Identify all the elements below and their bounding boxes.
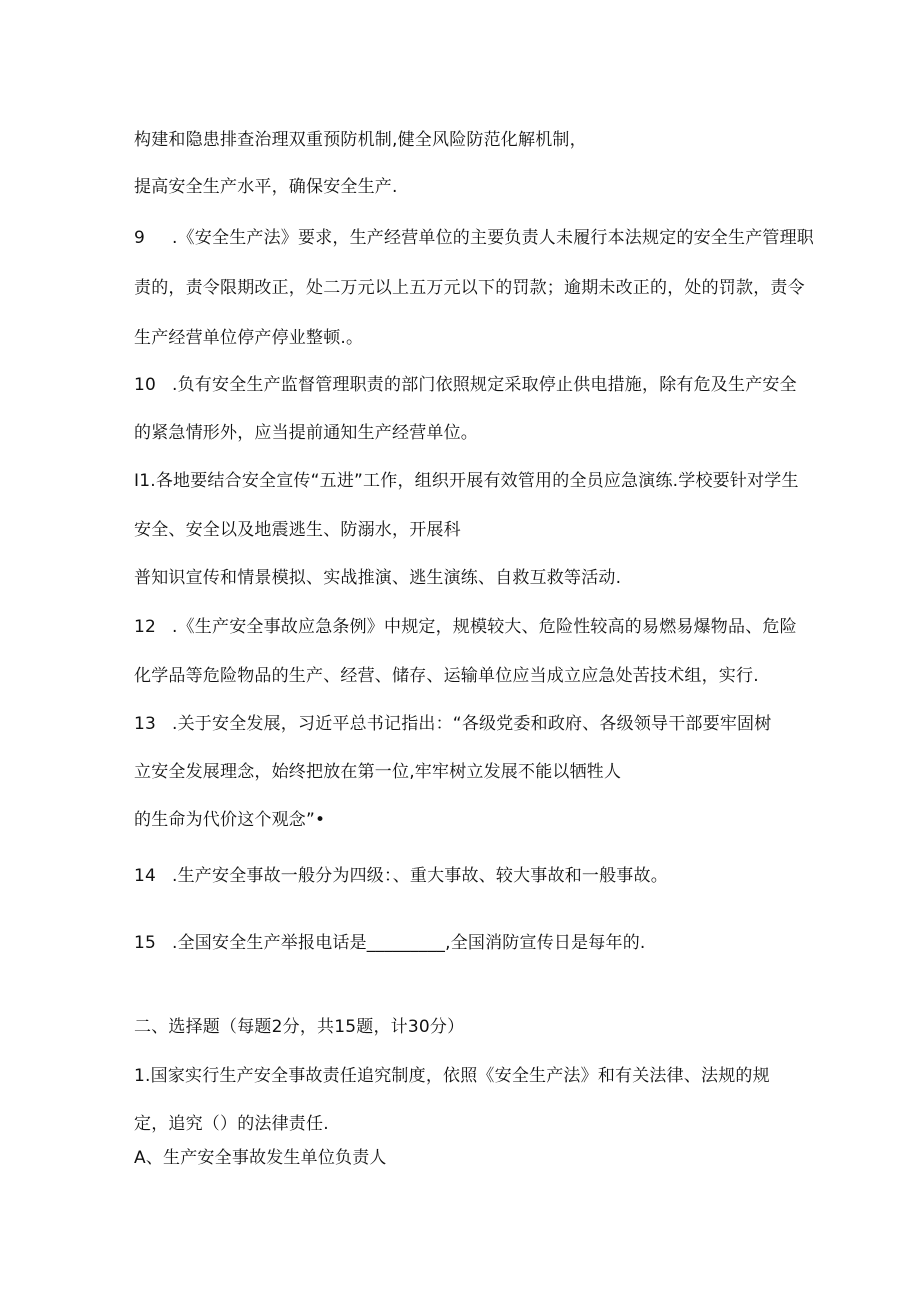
question-13-line [134,712,771,736]
line-text: 生产安全事故一般分为四级：、重大事故、较大事故和一般事故。 [177,866,668,886]
question-dot: . [172,617,178,637]
text-line [134,1112,329,1136]
text-line [134,760,621,784]
text-line [134,326,363,350]
question-number: 15 [134,933,157,953]
text-line [134,128,587,152]
question-10-line [134,373,797,397]
line-text: 安全、安全以及地震逃生、防溺水，开展科 [134,520,461,540]
text-line [134,421,478,445]
line-text: 构建和隐患排查治理双重预防机制,健全风险防范化解机制， [134,130,587,150]
line-text: A、生产安全事故发生单位负责人 [134,1148,387,1168]
question-number: 14 [134,866,157,886]
section-heading [134,1015,464,1039]
line-text: 的生命为代价这个观念”• [134,810,326,830]
text-line [134,175,398,199]
question-11-line [134,469,799,493]
answer-option-a [134,1146,387,1170]
text-line [134,808,325,832]
question-14-line [134,864,668,888]
line-text: 化学品等危险物品的生产、经营、储存、运输单位应当成立应急处苦技术组，实行. [134,666,759,686]
question-9-line [134,226,814,250]
question-dot: . [172,375,178,395]
line-text: 生产经营单位停产停业整顿.。 [134,328,364,348]
line-text: 的紧急情形外，应当提前通知生产经营单位。 [134,423,478,443]
choice-question-1-line [134,1064,770,1088]
line-text: 负有安全生产监督管理职责的部门依照规定采取停止供电措施，除有危及生产安全 [177,375,797,395]
question-15-line [134,931,646,955]
line-text: 《生产安全事故应急条例》中规定，规模较大、危险性较高的易燃易爆物品、危险 [177,617,797,637]
line-text: 提高安全生产水平，确保安全生产. [134,177,398,197]
question-number: 10 [134,375,157,395]
question-dot: . [172,933,178,953]
line-text: 二、选择题（每题2分，共15题，计30分） [134,1017,465,1037]
line-text: 立安全发展理念，始终把放在第一位,牢牢树立发展不能以牺牲人 [134,762,622,782]
line-text: 定，追究（）的法律责任. [134,1114,329,1134]
question-number: 9 [134,228,146,248]
text-line [134,566,621,590]
question-number: 12 [134,617,157,637]
line-text: 1.国家实行生产安全事故责任追究制度，依照《安全生产法》和有关法律、法规的规 [134,1066,770,1086]
question-number: 13 [134,714,157,734]
text-line [134,276,805,300]
question-dot: . [172,228,178,248]
line-text: 全国安全生产举报电话是_________,全国消防宣传日是每年的. [177,933,646,953]
text-line [134,664,759,688]
text-line [134,518,461,542]
line-text: I1.各地要结合安全宣传“五进”工作，组织开展有效管用的全员应急演练.学校要针对学生 [134,471,799,491]
line-text: 普知识宣传和情景模拟、实战推演、逃生演练、自救互救等活动. [134,568,622,588]
question-dot: . [172,714,178,734]
question-dot: . [172,866,178,886]
line-text: 《安全生产法》要求，生产经营单位的主要负责人未履行本法规定的安全生产管理职 [177,228,815,248]
question-12-line [134,615,797,639]
line-text: 关于安全发展，习近平总书记指出：“各级党委和政府、各级领导干部要牢固树 [177,714,772,734]
line-text: 责的，责令限期改正，处二万元以上五万元以下的罚款；逾期未改正的，处的罚款，责令 [134,278,805,298]
